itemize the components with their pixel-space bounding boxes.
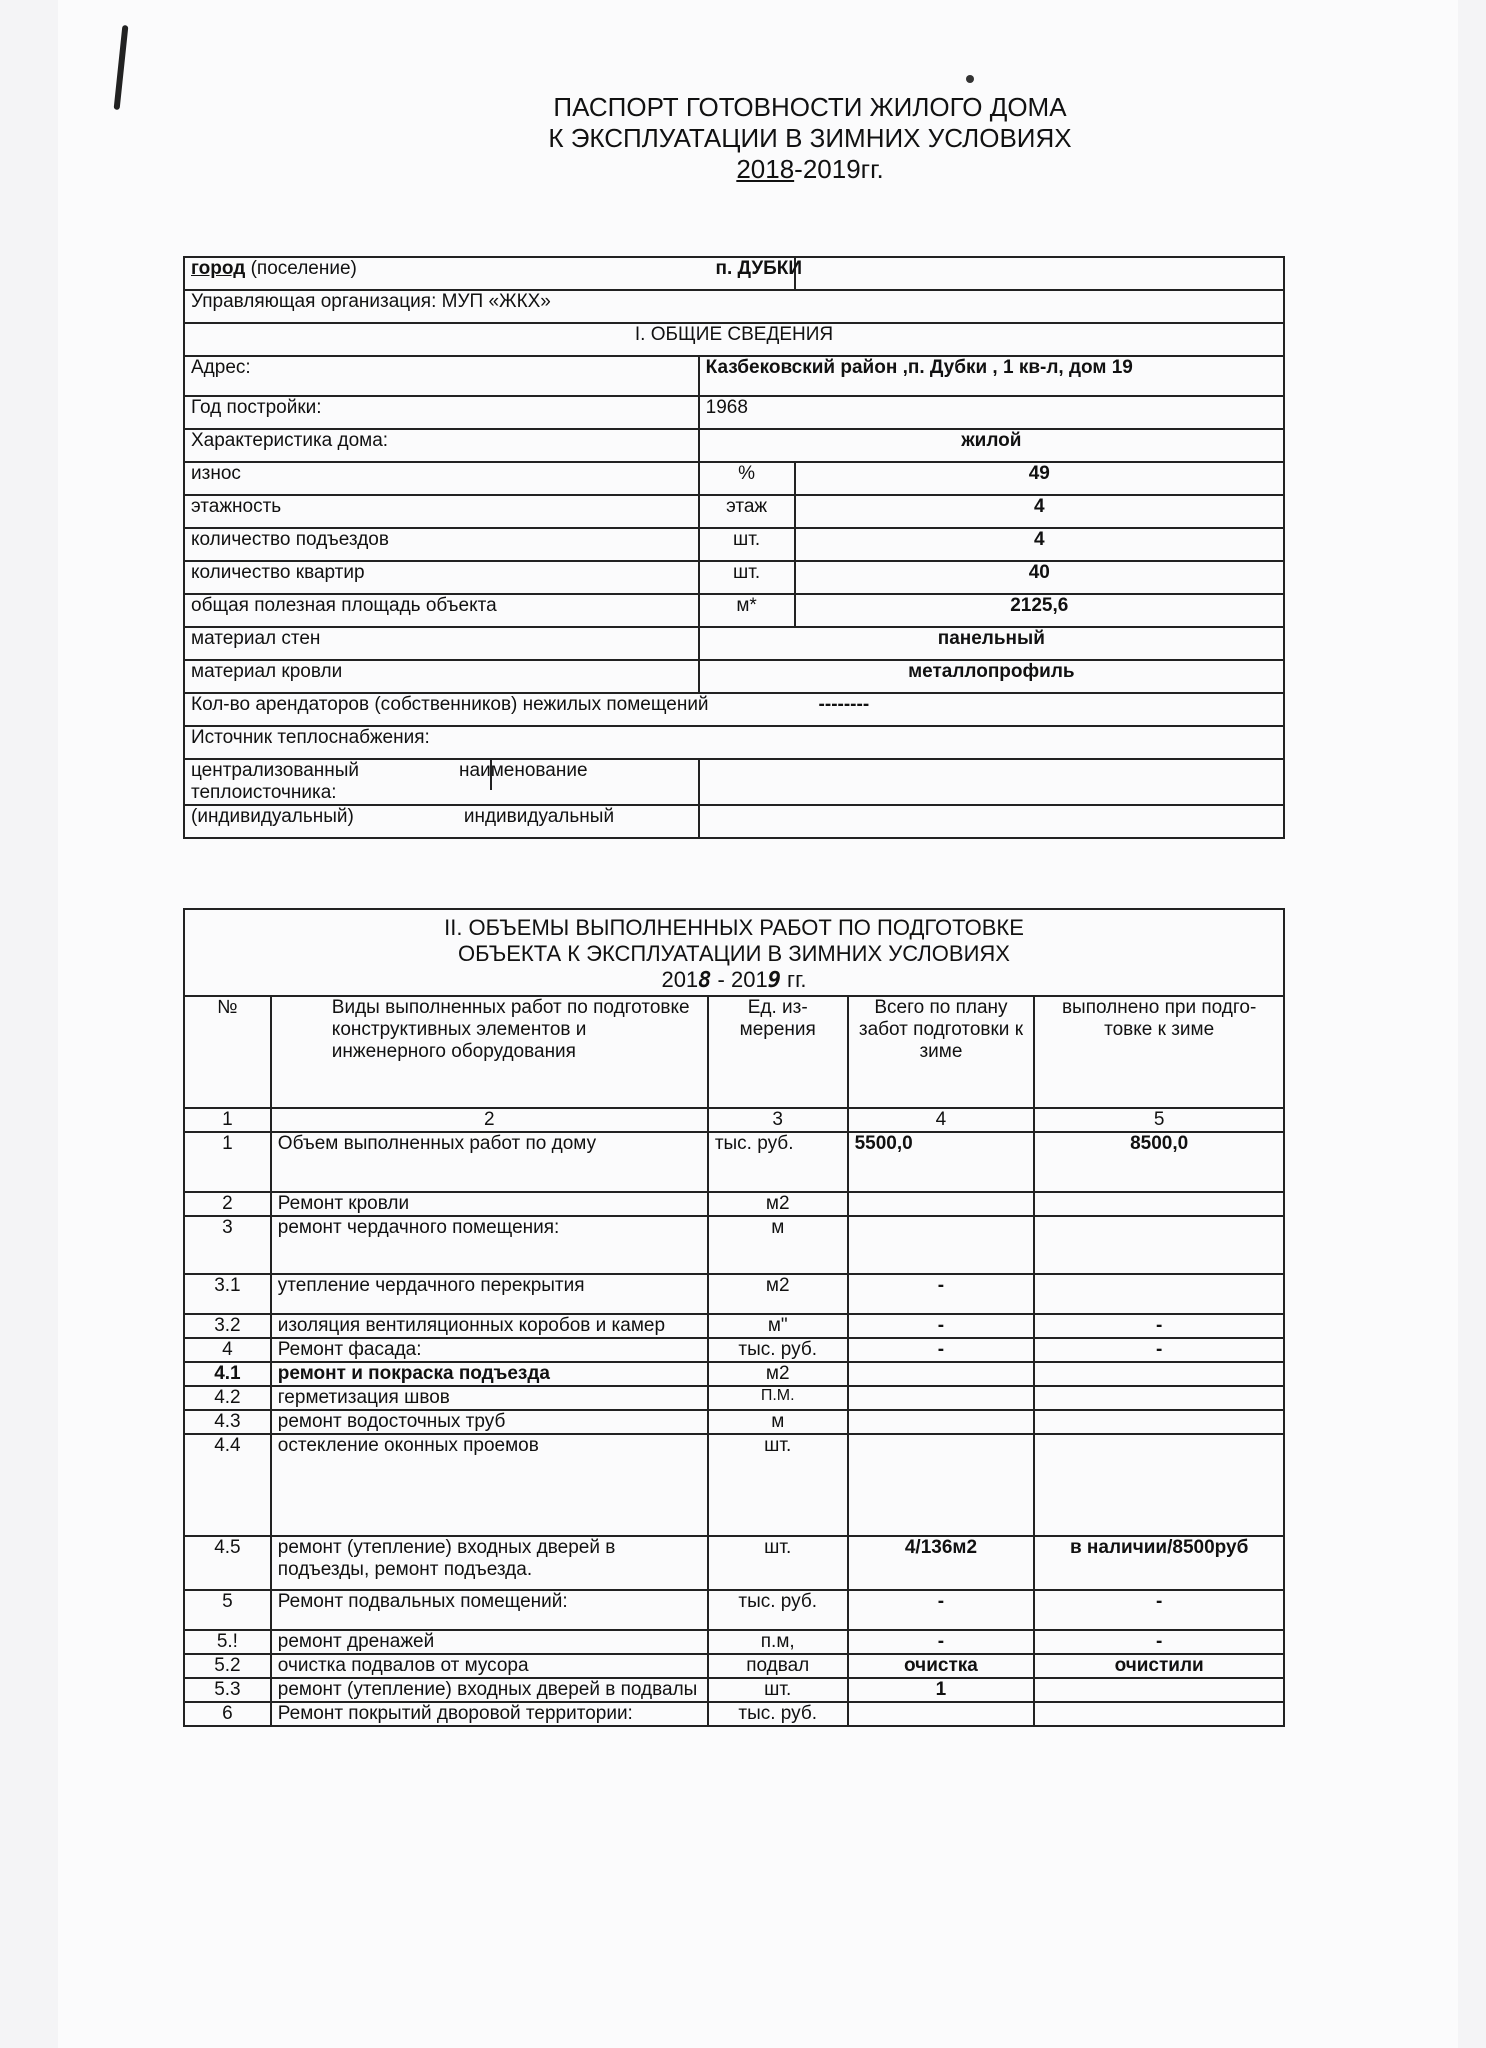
- works-header: № Виды выполненных работ по подготовке конструктивных элементов и инженерного оборудования Ед. из-мерения Всего по плану забот подготовки к зиме выполнено при подго-товке к зиме: [184, 996, 1284, 1108]
- work-row: 2 Ремонт кровли м2: [184, 1192, 1284, 1216]
- work-row: 4.2 герметизация швов П.М.: [184, 1386, 1284, 1410]
- char-label: Характеристика дома:: [184, 429, 699, 462]
- char-value: жилой: [699, 429, 1284, 462]
- work-row: 3.2 изоляция вентиляционных коробов и камер м" - -: [184, 1314, 1284, 1338]
- year-end: -2019гг.: [794, 154, 884, 184]
- address-value: Казбековский район ,п. Дубки , 1 кв-л, дом 19: [699, 356, 1284, 396]
- info-row: общая полезная площадь объекта м* 2125,6: [184, 594, 1284, 627]
- ink-dot: [966, 75, 974, 83]
- works-table: [183, 995, 1285, 1727]
- work-row: 5 Ремонт подвальных помещений: тыс. руб. - -: [184, 1590, 1284, 1630]
- work-row: 3.1 утепление чердачного перекрытия м2 -: [184, 1274, 1284, 1314]
- info-row: количество квартир шт. 40: [184, 561, 1284, 594]
- work-row: 4.1 ремонт и покраска подъезда м2: [184, 1362, 1284, 1386]
- walls-row: материал стен панельный: [184, 627, 1284, 660]
- city-row: [184, 257, 1284, 290]
- built-value: 1968: [699, 396, 1284, 429]
- tenants-row: Кол-во арендаторов (собственников) нежилых помещений --------: [184, 693, 1284, 726]
- work-row: 4 Ремонт фасада: тыс. руб. - -: [184, 1338, 1284, 1362]
- work-row: 5.2 очистка подвалов от мусора подвал очистка очистили: [184, 1654, 1284, 1678]
- work-row: 4.4 остекление оконных проемов шт.: [184, 1434, 1284, 1536]
- address-row: [184, 356, 1284, 396]
- work-row: 5.3 ремонт (утепление) входных дверей в подвалы шт. 1: [184, 1678, 1284, 1702]
- work-row: 1 Объем выполненных работ по дому тыс. руб. 5500,0 8500,0: [184, 1132, 1284, 1192]
- heat-individual-row: (индивидуальный) индивидуальный: [184, 805, 1284, 838]
- city-label: город (поселение): [184, 257, 795, 290]
- title-line-2: К ЭКСПЛУАТАЦИИ В ЗИМНИХ УСЛОВИЯХ: [548, 123, 1072, 153]
- roof-row: материал кровли металлопрофиль: [184, 660, 1284, 693]
- general-info-table: [183, 256, 1285, 839]
- city-value: п. ДУБКИ: [795, 257, 1284, 290]
- info-row: этажность этаж 4: [184, 495, 1284, 528]
- work-row: 6 Ремонт покрытий дворовой территории: тыс. руб.: [184, 1702, 1284, 1726]
- work-row: 5.! ремонт дренажей п.м, - -: [184, 1630, 1284, 1654]
- work-row: 3 ремонт чердачного помещения: м: [184, 1216, 1284, 1274]
- year-start: 2018: [736, 154, 795, 184]
- work-row: 4.5 ремонт (утепление) входных дверей в подъезды, ремонт подъезда. шт. 4/136м2 в наличии/8500руб: [184, 1536, 1284, 1590]
- title-years: [380, 154, 1240, 185]
- info-row: количество подъездов шт. 4: [184, 528, 1284, 561]
- built-label: Год постройки:: [184, 396, 699, 429]
- section-2-title: II. ОБЪЕМЫ ВЫПОЛНЕННЫХ РАБОТ ПО ПОДГОТОВКЕ ОБЪЕКТА К ЭКСПЛУАТАЦИИ В ЗИМНИХ УСЛОВИЯХ 2018 - 2019 гг.: [183, 908, 1285, 997]
- column-numbers-row: 1 2 3 4 5: [184, 1108, 1284, 1132]
- heat-source-label: Источник теплоснабжения:: [184, 726, 1284, 759]
- title-line-1: ПАСПОРТ ГОТОВНОСТИ ЖИЛОГО ДОМА: [553, 92, 1067, 122]
- org-row: Управляющая организация: МУП «ЖКХ»: [184, 290, 1284, 323]
- char-row: [184, 429, 1284, 462]
- document-title: [380, 92, 1240, 185]
- work-row: 4.3 ремонт водосточных труб м: [184, 1410, 1284, 1434]
- address-label: Адрес:: [184, 356, 699, 396]
- section-1-title: I. ОБЩИЕ СВЕДЕНИЯ: [184, 323, 1284, 356]
- built-row: [184, 396, 1284, 429]
- heat-central-row: централизованный наименование теплоисточника:: [184, 759, 1284, 805]
- info-row: износ % 49: [184, 462, 1284, 495]
